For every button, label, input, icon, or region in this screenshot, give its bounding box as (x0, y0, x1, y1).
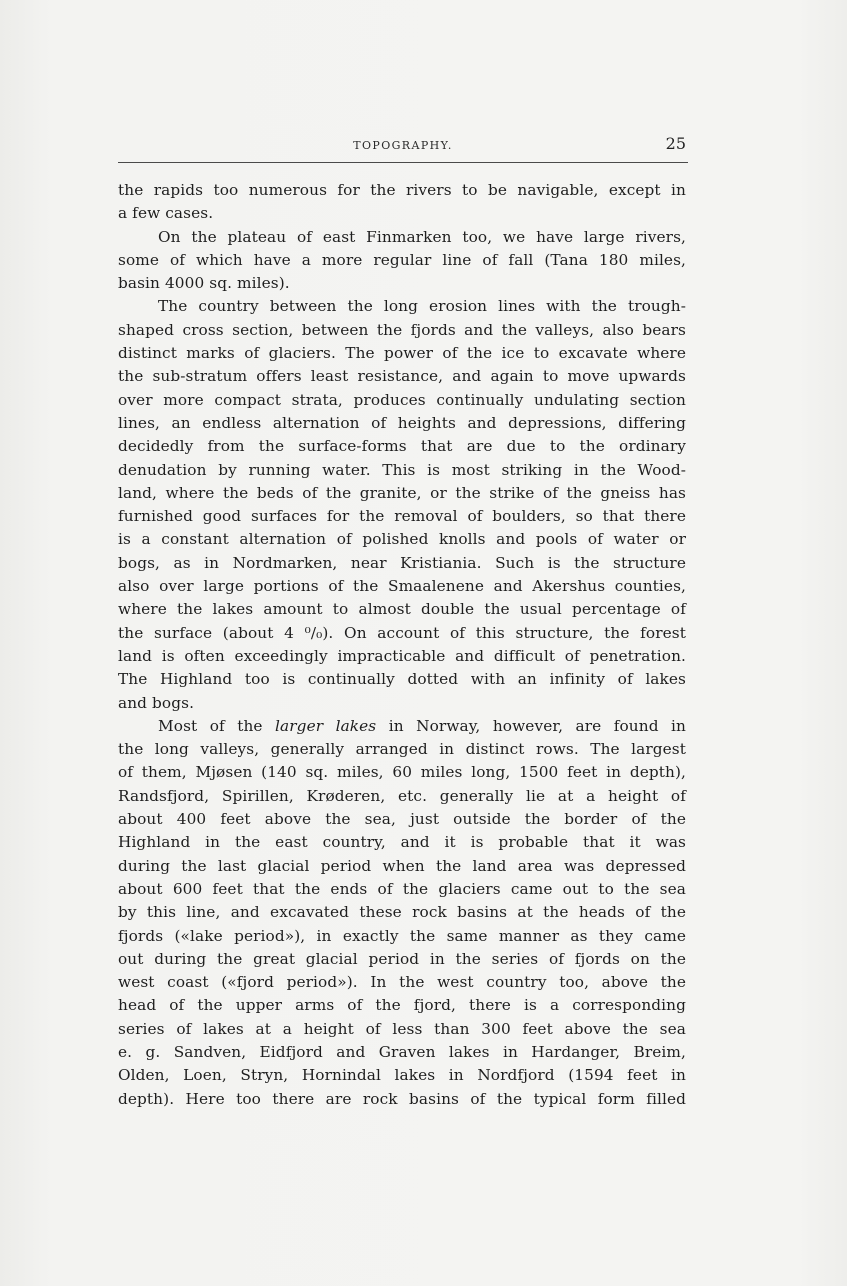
header-rule (118, 162, 688, 163)
text-line (118, 715, 686, 738)
page-number: 25 (665, 134, 686, 153)
text-line: e. g. Sandven, Eidfjord and Graven lakes in Hardanger, Breim, (118, 1042, 686, 1061)
text-line: head of the upper arms of the fjord, there is a corresponding (118, 996, 686, 1015)
text-line: distinct marks of glaciers. The power of the ice to excavate where (118, 344, 686, 363)
text-line: out during the great glacial period in the series of fjords on the (118, 949, 686, 968)
text-line: The country between the long erosion lines with the trough- (158, 297, 686, 316)
text-segment: Most of the (158, 716, 276, 735)
text-line: On the plateau of east Finmarken too, we have large rivers, (158, 227, 686, 246)
text-line: furnished good surfaces for the removal of boulders, so that there (118, 507, 686, 526)
text-line: and bogs. (118, 693, 195, 712)
page-header (118, 134, 688, 156)
text-line: west coast («fjord period»). In the west country too, above the (118, 973, 686, 992)
text-line: The Highland too is continually dotted with an infinity of lakes (118, 670, 686, 689)
text-line: over more compact strata, produces continually undulating section (118, 390, 686, 409)
text-line: also over large portions of the Smaalenene and Akershus counties, (118, 577, 686, 596)
text-line: a few cases. (118, 204, 214, 223)
text-line: about 400 feet above the sea, just outside the border of the (118, 810, 686, 829)
text-line: by this line, and excavated these rock basins at the heads of the (118, 903, 686, 922)
text-line: Olden, Loen, Stryn, Hornindal lakes in Nordfjord (1594 feet in (118, 1066, 686, 1085)
text-line: Randsfjord, Spirillen, Krøderen, etc. generally lie at a height of (118, 786, 686, 805)
text-line: decidedly from the surface-forms that are due to the ordinary (118, 437, 686, 456)
text-line: land is often exceedingly impracticable and difficult of penetration. (118, 646, 686, 665)
text-line: basin 4000 sq. miles). (118, 274, 290, 293)
text-line: fjords («lake period»), in exactly the same manner as they came (118, 926, 686, 945)
text-line: the surface (about 4 ⁰/₀). On account of this structure, the forest (118, 623, 686, 642)
text-line: denudation by running water. This is most striking in the Wood- (118, 460, 686, 479)
text-line: land, where the beds of the granite, or the strike of the gneiss has (118, 483, 686, 502)
text-line: bogs, as in Nordmarken, near Kristiania. Such is the structure (118, 553, 686, 572)
text-line: the rapids too numerous for the rivers to be navigable, except in (118, 181, 686, 199)
running-title: TOPOGRAPHY. (353, 139, 453, 152)
text-line: is a constant alternation of polished knolls and pools of water or (118, 530, 686, 549)
italic-phrase: larger lakes (275, 716, 377, 735)
text-line: of them, Mjøsen (140 sq. miles, 60 miles long, 1500 feet in depth), (118, 763, 686, 782)
text-line: shaped cross section, between the fjords and the valleys, also bears (118, 320, 686, 339)
text-line: the long valleys, generally arranged in distinct rows. The largest (118, 740, 686, 759)
text-line: the sub-stratum offers least resistance, and again to move upwards (118, 367, 686, 386)
text-line: series of lakes at a height of less than 300 feet above the sea (118, 1019, 686, 1038)
text-line: about 600 feet that the ends of the glaciers came out to the sea (118, 879, 686, 898)
text-segment: in Norway, however, are found in (376, 716, 686, 735)
text-line: during the last glacial period when the land area was depressed (118, 856, 686, 875)
text-line: lines, an endless alternation of heights and depressions, differing (118, 413, 686, 432)
text-line: Highland in the east country, and it is probable that it was (118, 833, 686, 852)
text-line: depth). Here too there are rock basins of the typical form filled (118, 1089, 686, 1108)
text-line: where the lakes amount to almost double the usual percentage of (118, 600, 686, 619)
body-text (118, 179, 686, 1111)
text-line: some of which have a more regular line of fall (Tana 180 miles, (118, 250, 686, 269)
